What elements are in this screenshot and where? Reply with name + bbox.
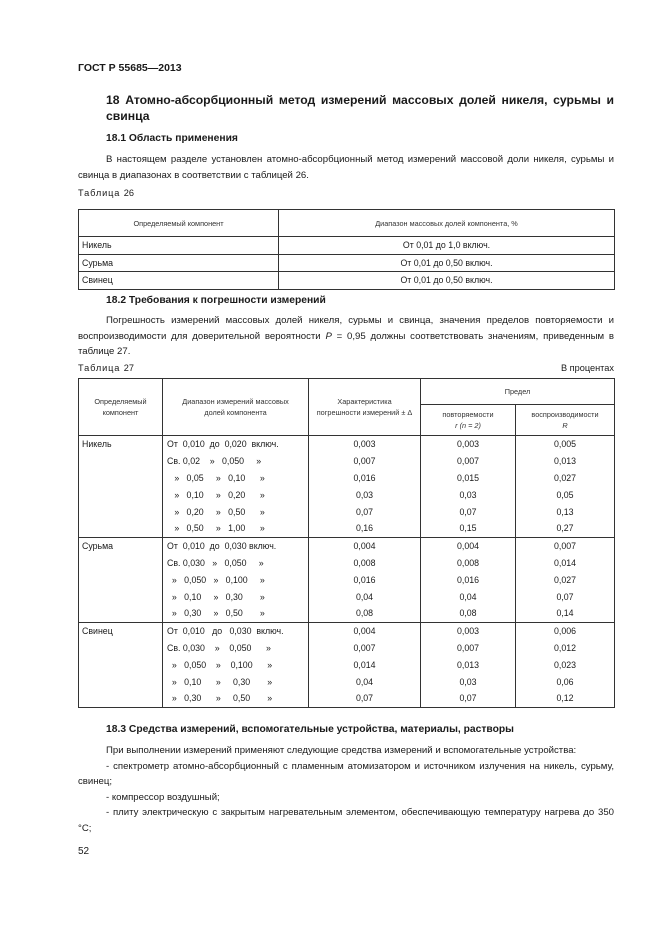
table-27-reproducibility: 0,07 bbox=[516, 588, 615, 605]
section-18-3-intro: При выполнении измерений применяют следующие средства измерений и вспомогательные устройства: bbox=[106, 745, 577, 756]
page-number: 52 bbox=[78, 846, 90, 857]
table-27-repeatability: 0,015 bbox=[421, 470, 516, 487]
table-27-element: Сурьма bbox=[79, 537, 163, 622]
table-27-reproducibility: 0,005 bbox=[516, 436, 615, 453]
table-26-range: От 0,01 до 0,50 включ. bbox=[279, 272, 615, 290]
reproducibility-symbol: R bbox=[562, 421, 568, 431]
table-27-reproducibility: 0,013 bbox=[516, 453, 615, 470]
table-27-repeatability: 0,003 bbox=[421, 622, 516, 639]
section-18-3-title: 18.3 Средства измерений, вспомогательные устройства, материалы, растворы bbox=[106, 724, 514, 735]
table-27-error: 0,007 bbox=[309, 640, 421, 657]
table-27-reproducibility: 0,007 bbox=[516, 537, 615, 554]
table-27-error: 0,07 bbox=[309, 503, 421, 520]
table-27-reproducibility: 0,006 bbox=[516, 622, 615, 639]
table-27-repeatability: 0,004 bbox=[421, 537, 516, 554]
list-item: - компрессор воздушный; bbox=[106, 791, 220, 803]
table-27-error: 0,04 bbox=[309, 588, 421, 605]
table-27-reproducibility: 0,012 bbox=[516, 640, 615, 657]
table-27-error: 0,04 bbox=[309, 673, 421, 690]
table-27-repeatability: 0,03 bbox=[421, 486, 516, 503]
table-27-header-range: Диапазон измерений массовых долей компонента bbox=[163, 379, 309, 436]
table-27-caption-word: Таблица bbox=[78, 363, 121, 373]
table-27-range: Св. 0,030 » 0,050 » bbox=[163, 555, 309, 572]
table-27-error: 0,016 bbox=[309, 470, 421, 487]
table-27-repeatability: 0,07 bbox=[421, 690, 516, 707]
table-26-header-range: Диапазон массовых долей компонента, % bbox=[279, 210, 615, 237]
document-header: ГОСТ Р 55685—2013 bbox=[78, 62, 182, 74]
table-26-range: От 0,01 до 0,50 включ. bbox=[279, 254, 615, 272]
table-27-header-component: Определяемый компонент bbox=[79, 379, 163, 436]
table-27-repeatability: 0,013 bbox=[421, 656, 516, 673]
table-26-element: Никель bbox=[79, 237, 279, 255]
table-27-range: От 0,010 до 0,020 включ. bbox=[163, 436, 309, 453]
table-27-element: Никель bbox=[79, 436, 163, 538]
table-26-caption-number: 26 bbox=[123, 188, 135, 198]
repeatability-label: повторяемости bbox=[442, 410, 494, 420]
table-27-range: » 0,050 » 0,100 » bbox=[163, 571, 309, 588]
table-27-range: Св. 0,030 » 0,050 » bbox=[163, 640, 309, 657]
table-27-reproducibility: 0,023 bbox=[516, 656, 615, 673]
table-27-range: » 0,10 » 0,20 » bbox=[163, 486, 309, 503]
table-27-repeatability: 0,04 bbox=[421, 588, 516, 605]
table-27-reproducibility: 0,27 bbox=[516, 520, 615, 537]
table-27-error: 0,007 bbox=[309, 453, 421, 470]
table-27-error: 0,008 bbox=[309, 555, 421, 572]
table-27-reproducibility: 0,05 bbox=[516, 486, 615, 503]
section-18-2-text-a: Погрешность измерений массовых долей никеля, сурьмы и свинца, значения пределов повторяемости и воспроизводимости для доверительной вероятности bbox=[78, 315, 614, 342]
probability-symbol: P bbox=[325, 330, 332, 342]
table-27-range: » 0,20 » 0,50 » bbox=[163, 503, 309, 520]
section-18-2-text bbox=[78, 313, 614, 360]
table-27-error: 0,003 bbox=[309, 436, 421, 453]
table-27-caption bbox=[78, 363, 134, 373]
table-27-reproducibility: 0,06 bbox=[516, 673, 615, 690]
section-18-2-title: 18.2 Требования к погрешности измерений bbox=[106, 295, 326, 306]
table-27-range: » 0,05 » 0,10 » bbox=[163, 470, 309, 487]
section-18-3-text bbox=[78, 743, 614, 836]
table-27-body bbox=[79, 436, 615, 708]
table-27-range: » 0,10 » 0,30 » bbox=[163, 673, 309, 690]
table-27-repeatability: 0,003 bbox=[421, 436, 516, 453]
table-27-error: 0,004 bbox=[309, 622, 421, 639]
table-26-element: Свинец bbox=[79, 272, 279, 290]
table-27-range: » 0,10 » 0,30 » bbox=[163, 588, 309, 605]
table-27-error: 0,016 bbox=[309, 571, 421, 588]
table-27-header-error: Характеристика погрешности измерений ± Δ bbox=[309, 379, 421, 436]
table-27-caption-number: 27 bbox=[123, 363, 135, 373]
table-27-element: Свинец bbox=[79, 622, 163, 707]
table-27 bbox=[78, 378, 615, 708]
table-27-reproducibility: 0,027 bbox=[516, 571, 615, 588]
table-27-range: » 0,50 » 1,00 » bbox=[163, 520, 309, 537]
table-row bbox=[79, 622, 615, 639]
table-27-error: 0,08 bbox=[309, 605, 421, 622]
table-row bbox=[79, 237, 615, 255]
table-row bbox=[79, 436, 615, 453]
table-row bbox=[79, 537, 615, 554]
table-27-header-reproducibility bbox=[516, 405, 615, 436]
table-27-range: От 0,010 до 0,030 включ. bbox=[163, 537, 309, 554]
table-27-error: 0,004 bbox=[309, 537, 421, 554]
table-27-header-limit: Предел bbox=[421, 379, 615, 405]
table-27-range: Св. 0,02 » 0,050 » bbox=[163, 453, 309, 470]
table-27-repeatability: 0,03 bbox=[421, 673, 516, 690]
table-27-repeatability: 0,007 bbox=[421, 640, 516, 657]
table-27-error: 0,03 bbox=[309, 486, 421, 503]
reproducibility-label: воспроизводимости bbox=[531, 410, 599, 420]
table-26-caption-word: Таблица bbox=[78, 188, 121, 198]
table-27-header-repeatability bbox=[421, 405, 516, 436]
table-27-units: В процентах bbox=[560, 363, 614, 373]
table-27-range: От 0,010 до 0,030 включ. bbox=[163, 622, 309, 639]
section-18-1-title: 18.1 Область применения bbox=[106, 133, 238, 144]
section-18-title: 18 Атомно-абсорбционный метод измерений массовых долей никеля, сурьмы и свинца bbox=[106, 93, 614, 123]
table-27-error: 0,07 bbox=[309, 690, 421, 707]
section-18-1-paragraph: В настоящем разделе установлен атомно-абсорбционный метод измерений массовой доли никеля, сурьмы и свинца в диапазонах в соответствии с таблицей 26. bbox=[78, 154, 614, 181]
table-26 bbox=[78, 209, 615, 290]
table-27-reproducibility: 0,027 bbox=[516, 470, 615, 487]
section-18-2-text-b: = 0,95 должны соответствовать значениям, приведенным в таблице 27. bbox=[78, 330, 614, 357]
table-27-reproducibility: 0,14 bbox=[516, 605, 615, 622]
table-26-caption bbox=[78, 188, 134, 198]
list-item: - плиту электрическую с закрытым нагревательным элементом, обеспечивающую температуру нагрева до 350 °С; bbox=[78, 807, 614, 834]
table-27-range: » 0,30 » 0,50 » bbox=[163, 690, 309, 707]
table-26-header-component: Определяемый компонент bbox=[79, 210, 279, 237]
table-27-range: » 0,30 » 0,50 » bbox=[163, 605, 309, 622]
table-27-range: » 0,050 » 0,100 » bbox=[163, 656, 309, 673]
section-18-1-text bbox=[78, 152, 614, 183]
table-26-range: От 0,01 до 1,0 включ. bbox=[279, 237, 615, 255]
table-27-repeatability: 0,016 bbox=[421, 571, 516, 588]
table-27-reproducibility: 0,13 bbox=[516, 503, 615, 520]
table-27-repeatability: 0,008 bbox=[421, 555, 516, 572]
list-item: - спектрометр атомно-абсорбционный с пламенным атомизатором и источником излучения на никель, сурьму, свинец; bbox=[78, 760, 614, 787]
table-27-repeatability: 0,007 bbox=[421, 453, 516, 470]
table-27-repeatability: 0,07 bbox=[421, 503, 516, 520]
table-27-repeatability: 0,15 bbox=[421, 520, 516, 537]
table-27-reproducibility: 0,014 bbox=[516, 555, 615, 572]
table-27-error: 0,014 bbox=[309, 656, 421, 673]
table-27-repeatability: 0,08 bbox=[421, 605, 516, 622]
table-26-element: Сурьма bbox=[79, 254, 279, 272]
table-27-reproducibility: 0,12 bbox=[516, 690, 615, 707]
table-row bbox=[79, 254, 615, 272]
table-row bbox=[79, 272, 615, 290]
repeatability-symbol: r (n = 2) bbox=[455, 421, 481, 431]
table-27-error: 0,16 bbox=[309, 520, 421, 537]
